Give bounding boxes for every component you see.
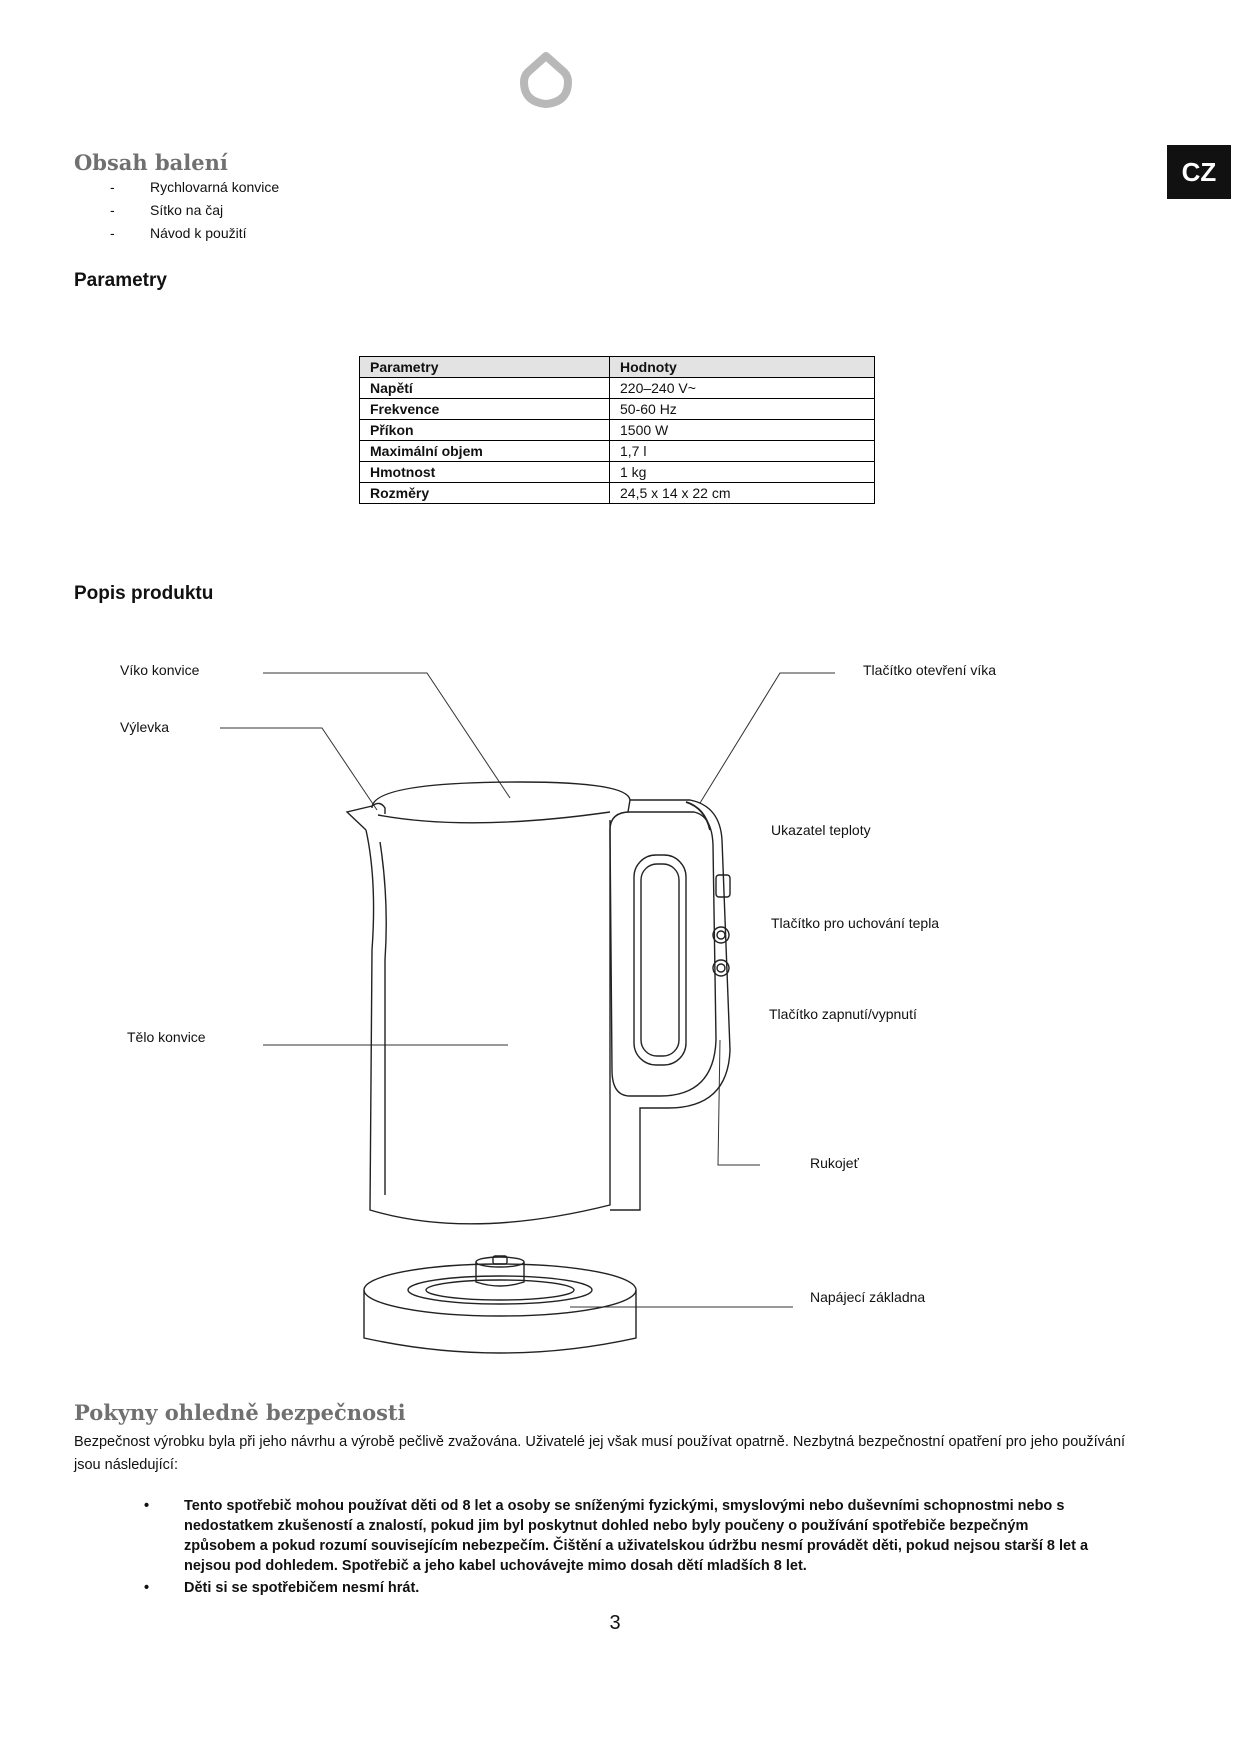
table-cell: 220–240 V~ xyxy=(610,378,875,399)
label-lid: Víko konvice xyxy=(120,662,200,678)
kettle-handle-outline xyxy=(610,800,730,1210)
safety-bullet-list xyxy=(140,1496,1100,1600)
brand-logo-icon xyxy=(520,52,572,108)
bullet-icon: • xyxy=(144,1498,150,1514)
safety-intro: Bezpečnost výrobku byla při jeho návrhu a výrobě pečlivě zvažována. Uživatelé jej však musí používat opatrně. Nezbytná bezpečnostní opatření pro jeho používání jsou následující: xyxy=(74,1434,1126,1473)
table-cell: 1 kg xyxy=(610,462,875,483)
kettle-control-buttons xyxy=(713,875,730,976)
table-cell: Hmotnost xyxy=(360,462,610,483)
table-cell: 1500 W xyxy=(610,420,875,441)
list-item: - Sítko na čaj xyxy=(110,202,224,218)
label-keep-warm-button: Tlačítko pro uchování tepla xyxy=(771,915,940,931)
label-temperature-indicator: Ukazatel teploty xyxy=(771,822,871,838)
table-header-cell: Hodnoty xyxy=(610,357,875,378)
table-header-row xyxy=(360,357,875,378)
table-row xyxy=(360,462,875,483)
list-item: • Tento spotřebič mohou používat děti od 8 let a osoby se sníženými fyzickými, smyslovými nebo duševními schopnostmi nebo s nedostatkem zkušeností a znalostí, pokud jim byl poskytnut dohled nebo byly poučeny o používání spotřebiče bezpečným způsobem a pokud rozumí souvisejícím nebezpečím. Čištění a uživatelskou údržbu nesmí provádět děti, pokud nejsou starší 8 let a nejsou pod dohledem. Spotřebič a jeho kabel uchovávejte mimo dosah dětí mladších 8 let. xyxy=(144,1498,1089,1574)
safety-title: Pokyny ohledně bezpečnosti xyxy=(74,1400,406,1425)
table-cell: 50-60 Hz xyxy=(610,399,875,420)
table-cell: Napětí xyxy=(360,378,610,399)
leader-lines xyxy=(220,673,835,1307)
table-cell: Maximální objem xyxy=(360,441,610,462)
power-base-outline xyxy=(364,1256,636,1353)
kettle-lid-outline xyxy=(372,782,630,823)
label-base: Napájecí základna xyxy=(810,1289,926,1305)
kettle-body-outline xyxy=(347,803,610,1223)
page-number: 3 xyxy=(609,1612,621,1634)
list-item: • Děti si se spotřebičem nesmí hrát. xyxy=(144,1580,420,1596)
label-power-button: Tlačítko zapnutí/vypnutí xyxy=(769,1006,917,1022)
label-handle: Rukojeť xyxy=(810,1155,859,1171)
parameters-title: Parametry xyxy=(74,270,167,291)
kettle-diagram xyxy=(0,620,1240,1360)
list-item: - Návod k použití xyxy=(110,225,247,241)
table-cell: Rozměry xyxy=(360,483,610,504)
table-header-cell: Parametry xyxy=(360,357,610,378)
label-lid-button: Tlačítko otevření víka xyxy=(863,662,997,678)
parameters-table xyxy=(359,356,875,504)
label-body: Tělo konvice xyxy=(127,1029,206,1045)
product-description-title: Popis produktu xyxy=(74,583,214,604)
table-row xyxy=(360,420,875,441)
table-cell: 1,7 l xyxy=(610,441,875,462)
label-spout: Výlevka xyxy=(120,719,170,735)
bullet-icon: • xyxy=(144,1580,150,1596)
table-cell: 24,5 x 14 x 22 cm xyxy=(610,483,875,504)
package-contents-list xyxy=(110,176,279,245)
table-cell: Příkon xyxy=(360,420,610,441)
package-contents-title: Obsah balení xyxy=(74,150,228,175)
language-badge: CZ xyxy=(1167,145,1231,199)
table-row xyxy=(360,378,875,399)
table-cell: Frekvence xyxy=(360,399,610,420)
table-row xyxy=(360,483,875,504)
table-row xyxy=(360,399,875,420)
list-item: - Rychlovarná konvice xyxy=(110,179,280,195)
table-row xyxy=(360,441,875,462)
